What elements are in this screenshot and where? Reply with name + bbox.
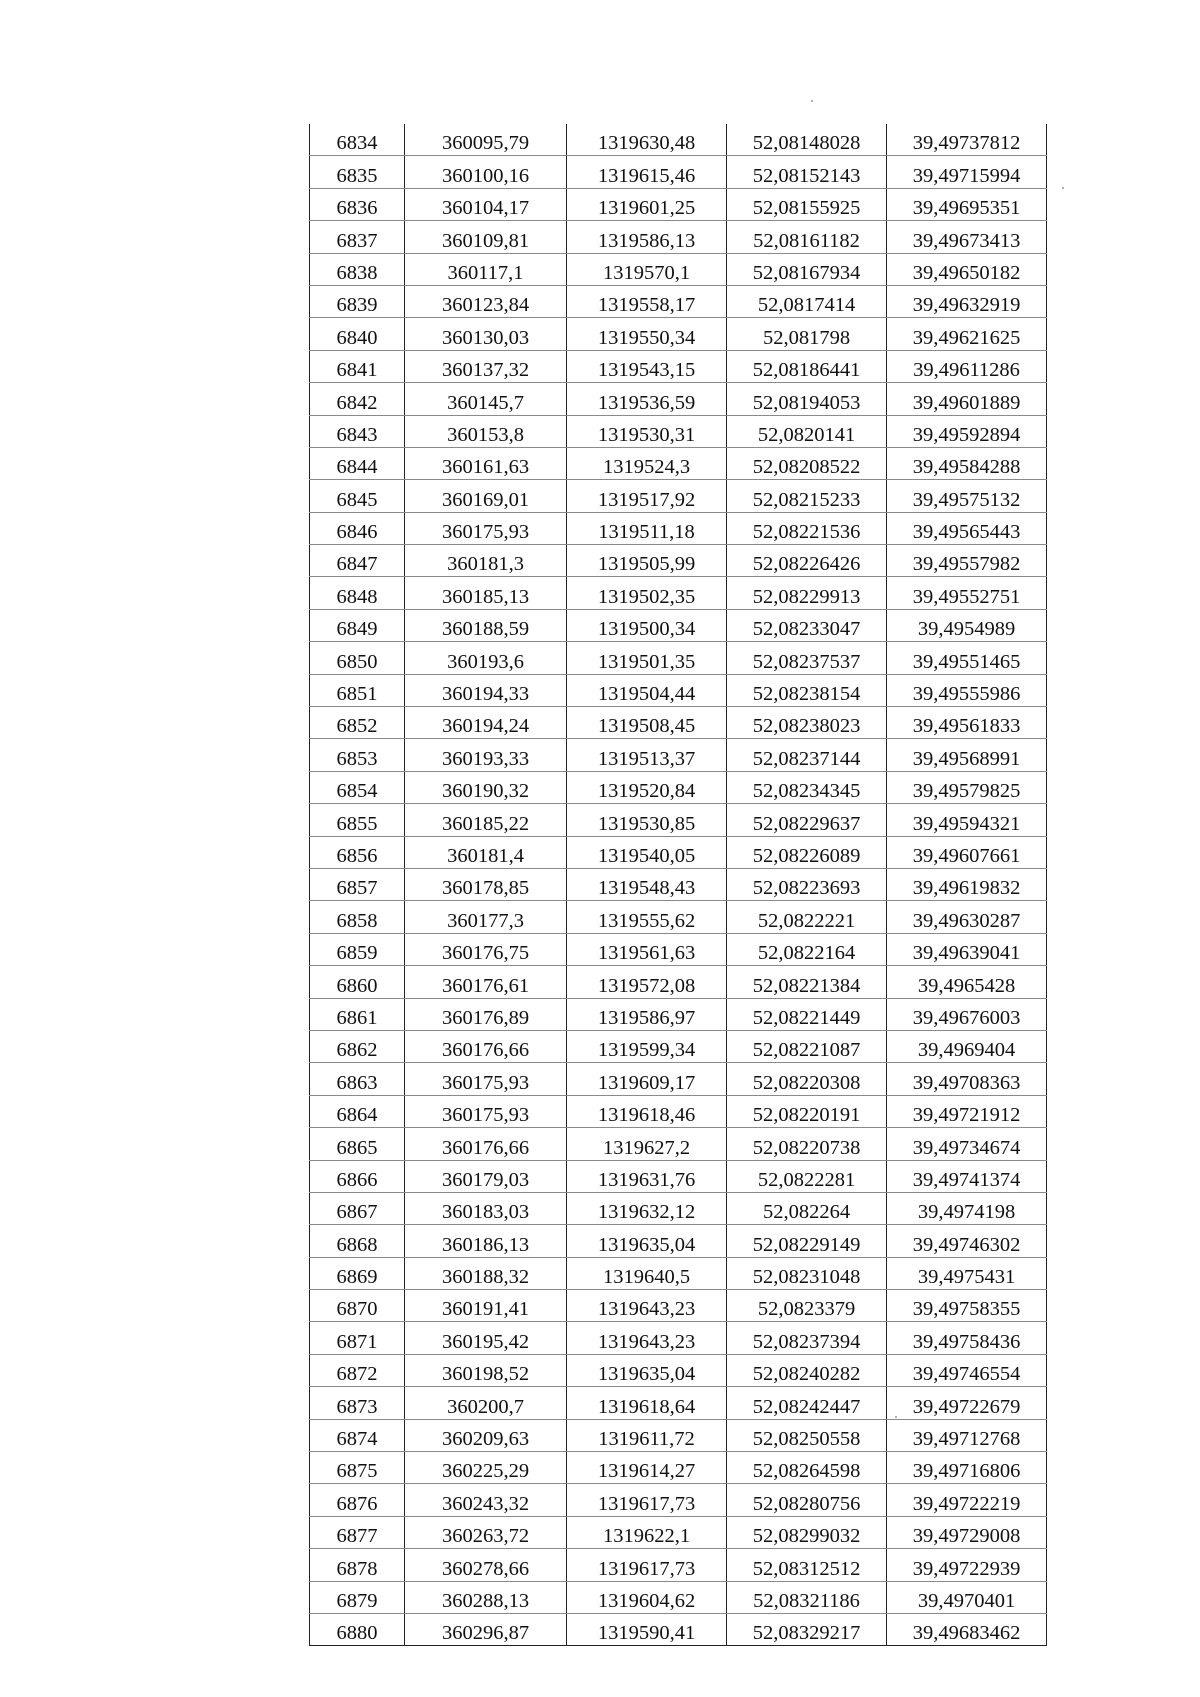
scan-speck: [1062, 187, 1064, 189]
latitude-cell: 52,08226089: [727, 836, 887, 868]
point-number-cell: 6861: [310, 998, 405, 1030]
latitude-cell: 52,08223693: [727, 868, 887, 900]
point-number-cell: 6855: [310, 804, 405, 836]
latitude-cell: 52,0820141: [727, 415, 887, 447]
table-row: [310, 577, 1047, 609]
longitude-cell: 39,49561833: [887, 707, 1047, 739]
x-coordinate-cell: 360181,4: [405, 836, 567, 868]
x-coordinate-cell: 360176,66: [405, 1128, 567, 1160]
y-coordinate-cell: 1319530,85: [567, 804, 727, 836]
table-row: [310, 868, 1047, 900]
latitude-cell: 52,08238023: [727, 707, 887, 739]
point-number-cell: 6858: [310, 901, 405, 933]
point-number-cell: 6860: [310, 966, 405, 998]
y-coordinate-cell: 1319530,31: [567, 415, 727, 447]
longitude-cell: 39,49708363: [887, 1063, 1047, 1095]
table-row: [310, 1484, 1047, 1516]
x-coordinate-cell: 360188,32: [405, 1257, 567, 1289]
y-coordinate-cell: 1319540,05: [567, 836, 727, 868]
x-coordinate-cell: 360176,61: [405, 966, 567, 998]
latitude-cell: 52,08280756: [727, 1484, 887, 1516]
point-number-cell: 6863: [310, 1063, 405, 1095]
point-number-cell: 6871: [310, 1322, 405, 1354]
point-number-cell: 6846: [310, 512, 405, 544]
x-coordinate-cell: 360193,33: [405, 739, 567, 771]
x-coordinate-cell: 360188,59: [405, 609, 567, 641]
longitude-cell: 39,49639041: [887, 933, 1047, 965]
latitude-cell: 52,0822221: [727, 901, 887, 933]
longitude-cell: 39,49746554: [887, 1354, 1047, 1386]
table-row: [310, 642, 1047, 674]
y-coordinate-cell: 1319561,63: [567, 933, 727, 965]
table-row: [310, 1354, 1047, 1386]
y-coordinate-cell: 1319635,04: [567, 1225, 727, 1257]
point-number-cell: 6835: [310, 156, 405, 188]
point-number-cell: 6854: [310, 771, 405, 803]
latitude-cell: 52,08312512: [727, 1549, 887, 1581]
x-coordinate-cell: 360175,93: [405, 1063, 567, 1095]
table-row: [310, 836, 1047, 868]
latitude-cell: 52,08220308: [727, 1063, 887, 1095]
x-coordinate-cell: 360177,3: [405, 901, 567, 933]
y-coordinate-cell: 1319511,18: [567, 512, 727, 544]
point-number-cell: 6874: [310, 1419, 405, 1451]
longitude-cell: 39,49557982: [887, 545, 1047, 577]
latitude-cell: 52,08215233: [727, 480, 887, 512]
latitude-cell: 52,0823379: [727, 1290, 887, 1322]
x-coordinate-cell: 360178,85: [405, 868, 567, 900]
latitude-cell: 52,08161182: [727, 221, 887, 253]
table-row: [310, 1257, 1047, 1289]
longitude-cell: 39,49601889: [887, 383, 1047, 415]
latitude-cell: 52,08299032: [727, 1516, 887, 1548]
x-coordinate-cell: 360186,13: [405, 1225, 567, 1257]
longitude-cell: 39,4975431: [887, 1257, 1047, 1289]
point-number-cell: 6873: [310, 1387, 405, 1419]
point-number-cell: 6859: [310, 933, 405, 965]
latitude-cell: 52,081798: [727, 318, 887, 350]
latitude-cell: 52,082264: [727, 1192, 887, 1224]
latitude-cell: 52,08229637: [727, 804, 887, 836]
x-coordinate-cell: 360194,33: [405, 674, 567, 706]
y-coordinate-cell: 1319558,17: [567, 285, 727, 317]
point-number-cell: 6844: [310, 447, 405, 479]
longitude-cell: 39,49737812: [887, 124, 1047, 156]
point-number-cell: 6839: [310, 285, 405, 317]
table-row: [310, 124, 1047, 156]
table-row: [310, 1613, 1047, 1645]
y-coordinate-cell: 1319555,62: [567, 901, 727, 933]
latitude-cell: 52,08233047: [727, 609, 887, 641]
table-row: [310, 188, 1047, 220]
y-coordinate-cell: 1319604,62: [567, 1581, 727, 1613]
point-number-cell: 6865: [310, 1128, 405, 1160]
y-coordinate-cell: 1319622,1: [567, 1516, 727, 1548]
table-row: [310, 1452, 1047, 1484]
latitude-cell: 52,0822281: [727, 1160, 887, 1192]
x-coordinate-cell: 360176,75: [405, 933, 567, 965]
point-number-cell: 6876: [310, 1484, 405, 1516]
table-row: [310, 1192, 1047, 1224]
longitude-cell: 39,49568991: [887, 739, 1047, 771]
y-coordinate-cell: 1319635,04: [567, 1354, 727, 1386]
point-number-cell: 6862: [310, 1030, 405, 1062]
point-number-cell: 6836: [310, 188, 405, 220]
y-coordinate-cell: 1319536,59: [567, 383, 727, 415]
point-number-cell: 6864: [310, 1095, 405, 1127]
table-row: [310, 1581, 1047, 1613]
longitude-cell: 39,49722939: [887, 1549, 1047, 1581]
point-number-cell: 6838: [310, 253, 405, 285]
y-coordinate-cell: 1319590,41: [567, 1613, 727, 1645]
table-row: [310, 415, 1047, 447]
longitude-cell: 39,4969404: [887, 1030, 1047, 1062]
y-coordinate-cell: 1319524,3: [567, 447, 727, 479]
point-number-cell: 6845: [310, 480, 405, 512]
point-number-cell: 6834: [310, 124, 405, 156]
y-coordinate-cell: 1319500,34: [567, 609, 727, 641]
table-row: [310, 771, 1047, 803]
table-row: [310, 156, 1047, 188]
point-number-cell: 6879: [310, 1581, 405, 1613]
longitude-cell: 39,49551465: [887, 642, 1047, 674]
x-coordinate-cell: 360100,16: [405, 156, 567, 188]
point-number-cell: 6847: [310, 545, 405, 577]
latitude-cell: 52,08229913: [727, 577, 887, 609]
x-coordinate-cell: 360161,63: [405, 447, 567, 479]
point-number-cell: 6872: [310, 1354, 405, 1386]
latitude-cell: 52,08231048: [727, 1257, 887, 1289]
latitude-cell: 52,08329217: [727, 1613, 887, 1645]
y-coordinate-cell: 1319627,2: [567, 1128, 727, 1160]
scan-speck: [811, 100, 813, 102]
y-coordinate-cell: 1319586,97: [567, 998, 727, 1030]
latitude-cell: 52,08238154: [727, 674, 887, 706]
point-number-cell: 6866: [310, 1160, 405, 1192]
longitude-cell: 39,49594321: [887, 804, 1047, 836]
table-row: [310, 804, 1047, 836]
latitude-cell: 52,08240282: [727, 1354, 887, 1386]
x-coordinate-cell: 360176,66: [405, 1030, 567, 1062]
latitude-cell: 52,08152143: [727, 156, 887, 188]
x-coordinate-cell: 360191,41: [405, 1290, 567, 1322]
y-coordinate-cell: 1319501,35: [567, 642, 727, 674]
longitude-cell: 39,4965428: [887, 966, 1047, 998]
x-coordinate-cell: 360153,8: [405, 415, 567, 447]
latitude-cell: 52,08221536: [727, 512, 887, 544]
table-row: [310, 318, 1047, 350]
longitude-cell: 39,49565443: [887, 512, 1047, 544]
table-row: [310, 1516, 1047, 1548]
table-row: [310, 1322, 1047, 1354]
latitude-cell: 52,08264598: [727, 1452, 887, 1484]
point-number-cell: 6849: [310, 609, 405, 641]
table-row: [310, 609, 1047, 641]
x-coordinate-cell: 360179,03: [405, 1160, 567, 1192]
table-row: [310, 1549, 1047, 1581]
point-number-cell: 6875: [310, 1452, 405, 1484]
y-coordinate-cell: 1319504,44: [567, 674, 727, 706]
longitude-cell: 39,49683462: [887, 1613, 1047, 1645]
y-coordinate-cell: 1319643,23: [567, 1290, 727, 1322]
longitude-cell: 39,49715994: [887, 156, 1047, 188]
longitude-cell: 39,49607661: [887, 836, 1047, 868]
point-number-cell: 6857: [310, 868, 405, 900]
point-number-cell: 6842: [310, 383, 405, 415]
longitude-cell: 39,49758436: [887, 1322, 1047, 1354]
latitude-cell: 52,0822164: [727, 933, 887, 965]
y-coordinate-cell: 1319643,23: [567, 1322, 727, 1354]
y-coordinate-cell: 1319543,15: [567, 350, 727, 382]
longitude-cell: 39,49722219: [887, 1484, 1047, 1516]
longitude-cell: 39,49712768: [887, 1419, 1047, 1451]
y-coordinate-cell: 1319615,46: [567, 156, 727, 188]
table-row: [310, 447, 1047, 479]
table-row: [310, 674, 1047, 706]
y-coordinate-cell: 1319618,46: [567, 1095, 727, 1127]
point-number-cell: 6837: [310, 221, 405, 253]
point-number-cell: 6848: [310, 577, 405, 609]
y-coordinate-cell: 1319631,76: [567, 1160, 727, 1192]
x-coordinate-cell: 360137,32: [405, 350, 567, 382]
latitude-cell: 52,08250558: [727, 1419, 887, 1451]
y-coordinate-cell: 1319614,27: [567, 1452, 727, 1484]
x-coordinate-cell: 360200,7: [405, 1387, 567, 1419]
x-coordinate-cell: 360145,7: [405, 383, 567, 415]
table-row: [310, 1387, 1047, 1419]
point-number-cell: 6877: [310, 1516, 405, 1548]
x-coordinate-cell: 360209,63: [405, 1419, 567, 1451]
point-number-cell: 6867: [310, 1192, 405, 1224]
latitude-cell: 52,08220191: [727, 1095, 887, 1127]
y-coordinate-cell: 1319570,1: [567, 253, 727, 285]
point-number-cell: 6851: [310, 674, 405, 706]
point-number-cell: 6840: [310, 318, 405, 350]
x-coordinate-cell: 360169,01: [405, 480, 567, 512]
y-coordinate-cell: 1319611,72: [567, 1419, 727, 1451]
x-coordinate-cell: 360243,32: [405, 1484, 567, 1516]
coordinates-table: [309, 124, 1047, 1646]
x-coordinate-cell: 360198,52: [405, 1354, 567, 1386]
longitude-cell: 39,49722679: [887, 1387, 1047, 1419]
table-row: [310, 1030, 1047, 1062]
table-row: [310, 1095, 1047, 1127]
x-coordinate-cell: 360123,84: [405, 285, 567, 317]
y-coordinate-cell: 1319630,48: [567, 124, 727, 156]
latitude-cell: 52,08237537: [727, 642, 887, 674]
point-number-cell: 6856: [310, 836, 405, 868]
coordinates-table-body: [310, 124, 1047, 1646]
point-number-cell: 6868: [310, 1225, 405, 1257]
latitude-cell: 52,08229149: [727, 1225, 887, 1257]
latitude-cell: 52,08194053: [727, 383, 887, 415]
x-coordinate-cell: 360288,13: [405, 1581, 567, 1613]
y-coordinate-cell: 1319502,35: [567, 577, 727, 609]
latitude-cell: 52,08321186: [727, 1581, 887, 1613]
longitude-cell: 39,4974198: [887, 1192, 1047, 1224]
table-row: [310, 221, 1047, 253]
latitude-cell: 52,08167934: [727, 253, 887, 285]
longitude-cell: 39,49741374: [887, 1160, 1047, 1192]
longitude-cell: 39,49673413: [887, 221, 1047, 253]
latitude-cell: 52,08221087: [727, 1030, 887, 1062]
y-coordinate-cell: 1319517,92: [567, 480, 727, 512]
longitude-cell: 39,4954989: [887, 609, 1047, 641]
x-coordinate-cell: 360117,1: [405, 253, 567, 285]
longitude-cell: 39,49611286: [887, 350, 1047, 382]
table-row: [310, 350, 1047, 382]
table-row: [310, 480, 1047, 512]
latitude-cell: 52,08237394: [727, 1322, 887, 1354]
latitude-cell: 52,08234345: [727, 771, 887, 803]
x-coordinate-cell: 360194,24: [405, 707, 567, 739]
latitude-cell: 52,08155925: [727, 188, 887, 220]
table-row: [310, 933, 1047, 965]
y-coordinate-cell: 1319513,37: [567, 739, 727, 771]
latitude-cell: 52,08186441: [727, 350, 887, 382]
table-row: [310, 901, 1047, 933]
latitude-cell: 52,0817414: [727, 285, 887, 317]
point-number-cell: 6880: [310, 1613, 405, 1645]
y-coordinate-cell: 1319508,45: [567, 707, 727, 739]
longitude-cell: 39,49592894: [887, 415, 1047, 447]
point-number-cell: 6870: [310, 1290, 405, 1322]
y-coordinate-cell: 1319617,73: [567, 1549, 727, 1581]
latitude-cell: 52,08237144: [727, 739, 887, 771]
longitude-cell: 39,49746302: [887, 1225, 1047, 1257]
table-row: [310, 966, 1047, 998]
y-coordinate-cell: 1319586,13: [567, 221, 727, 253]
longitude-cell: 39,49721912: [887, 1095, 1047, 1127]
table-row: [310, 285, 1047, 317]
point-number-cell: 6841: [310, 350, 405, 382]
latitude-cell: 52,08221384: [727, 966, 887, 998]
longitude-cell: 39,49650182: [887, 253, 1047, 285]
longitude-cell: 39,49619832: [887, 868, 1047, 900]
latitude-cell: 52,08226426: [727, 545, 887, 577]
x-coordinate-cell: 360296,87: [405, 1613, 567, 1645]
y-coordinate-cell: 1319632,12: [567, 1192, 727, 1224]
longitude-cell: 39,49552751: [887, 577, 1047, 609]
x-coordinate-cell: 360130,03: [405, 318, 567, 350]
y-coordinate-cell: 1319548,43: [567, 868, 727, 900]
table-row: [310, 1290, 1047, 1322]
y-coordinate-cell: 1319640,5: [567, 1257, 727, 1289]
point-number-cell: 6852: [310, 707, 405, 739]
latitude-cell: 52,08242447: [727, 1387, 887, 1419]
table-row: [310, 1063, 1047, 1095]
x-coordinate-cell: 360175,93: [405, 1095, 567, 1127]
latitude-cell: 52,08208522: [727, 447, 887, 479]
longitude-cell: 39,49734674: [887, 1128, 1047, 1160]
point-number-cell: 6850: [310, 642, 405, 674]
latitude-cell: 52,08221449: [727, 998, 887, 1030]
x-coordinate-cell: 360225,29: [405, 1452, 567, 1484]
latitude-cell: 52,08220738: [727, 1128, 887, 1160]
longitude-cell: 39,49716806: [887, 1452, 1047, 1484]
x-coordinate-cell: 360190,32: [405, 771, 567, 803]
point-number-cell: 6843: [310, 415, 405, 447]
x-coordinate-cell: 360278,66: [405, 1549, 567, 1581]
longitude-cell: 39,49584288: [887, 447, 1047, 479]
longitude-cell: 39,49695351: [887, 188, 1047, 220]
table-row: [310, 998, 1047, 1030]
table-row: [310, 1225, 1047, 1257]
longitude-cell: 39,49632919: [887, 285, 1047, 317]
x-coordinate-cell: 360193,6: [405, 642, 567, 674]
y-coordinate-cell: 1319550,34: [567, 318, 727, 350]
table-row: [310, 545, 1047, 577]
x-coordinate-cell: 360176,89: [405, 998, 567, 1030]
y-coordinate-cell: 1319609,17: [567, 1063, 727, 1095]
x-coordinate-cell: 360185,22: [405, 804, 567, 836]
longitude-cell: 39,49579825: [887, 771, 1047, 803]
x-coordinate-cell: 360175,93: [405, 512, 567, 544]
table-row: [310, 707, 1047, 739]
table-row: [310, 739, 1047, 771]
x-coordinate-cell: 360104,17: [405, 188, 567, 220]
y-coordinate-cell: 1319505,99: [567, 545, 727, 577]
x-coordinate-cell: 360183,03: [405, 1192, 567, 1224]
longitude-cell: 39,4970401: [887, 1581, 1047, 1613]
y-coordinate-cell: 1319520,84: [567, 771, 727, 803]
table-row: [310, 253, 1047, 285]
longitude-cell: 39,49758355: [887, 1290, 1047, 1322]
y-coordinate-cell: 1319617,73: [567, 1484, 727, 1516]
table-row: [310, 383, 1047, 415]
longitude-cell: 39,49630287: [887, 901, 1047, 933]
table-row: [310, 1419, 1047, 1451]
x-coordinate-cell: 360195,42: [405, 1322, 567, 1354]
point-number-cell: 6878: [310, 1549, 405, 1581]
x-coordinate-cell: 360095,79: [405, 124, 567, 156]
longitude-cell: 39,49729008: [887, 1516, 1047, 1548]
point-number-cell: 6869: [310, 1257, 405, 1289]
x-coordinate-cell: 360263,72: [405, 1516, 567, 1548]
longitude-cell: 39,49575132: [887, 480, 1047, 512]
y-coordinate-cell: 1319618,64: [567, 1387, 727, 1419]
x-coordinate-cell: 360109,81: [405, 221, 567, 253]
table-row: [310, 512, 1047, 544]
x-coordinate-cell: 360185,13: [405, 577, 567, 609]
table-row: [310, 1128, 1047, 1160]
y-coordinate-cell: 1319572,08: [567, 966, 727, 998]
y-coordinate-cell: 1319599,34: [567, 1030, 727, 1062]
longitude-cell: 39,49676003: [887, 998, 1047, 1030]
longitude-cell: 39,49621625: [887, 318, 1047, 350]
y-coordinate-cell: 1319601,25: [567, 188, 727, 220]
table-row: [310, 1160, 1047, 1192]
latitude-cell: 52,08148028: [727, 124, 887, 156]
longitude-cell: 39,49555986: [887, 674, 1047, 706]
x-coordinate-cell: 360181,3: [405, 545, 567, 577]
point-number-cell: 6853: [310, 739, 405, 771]
